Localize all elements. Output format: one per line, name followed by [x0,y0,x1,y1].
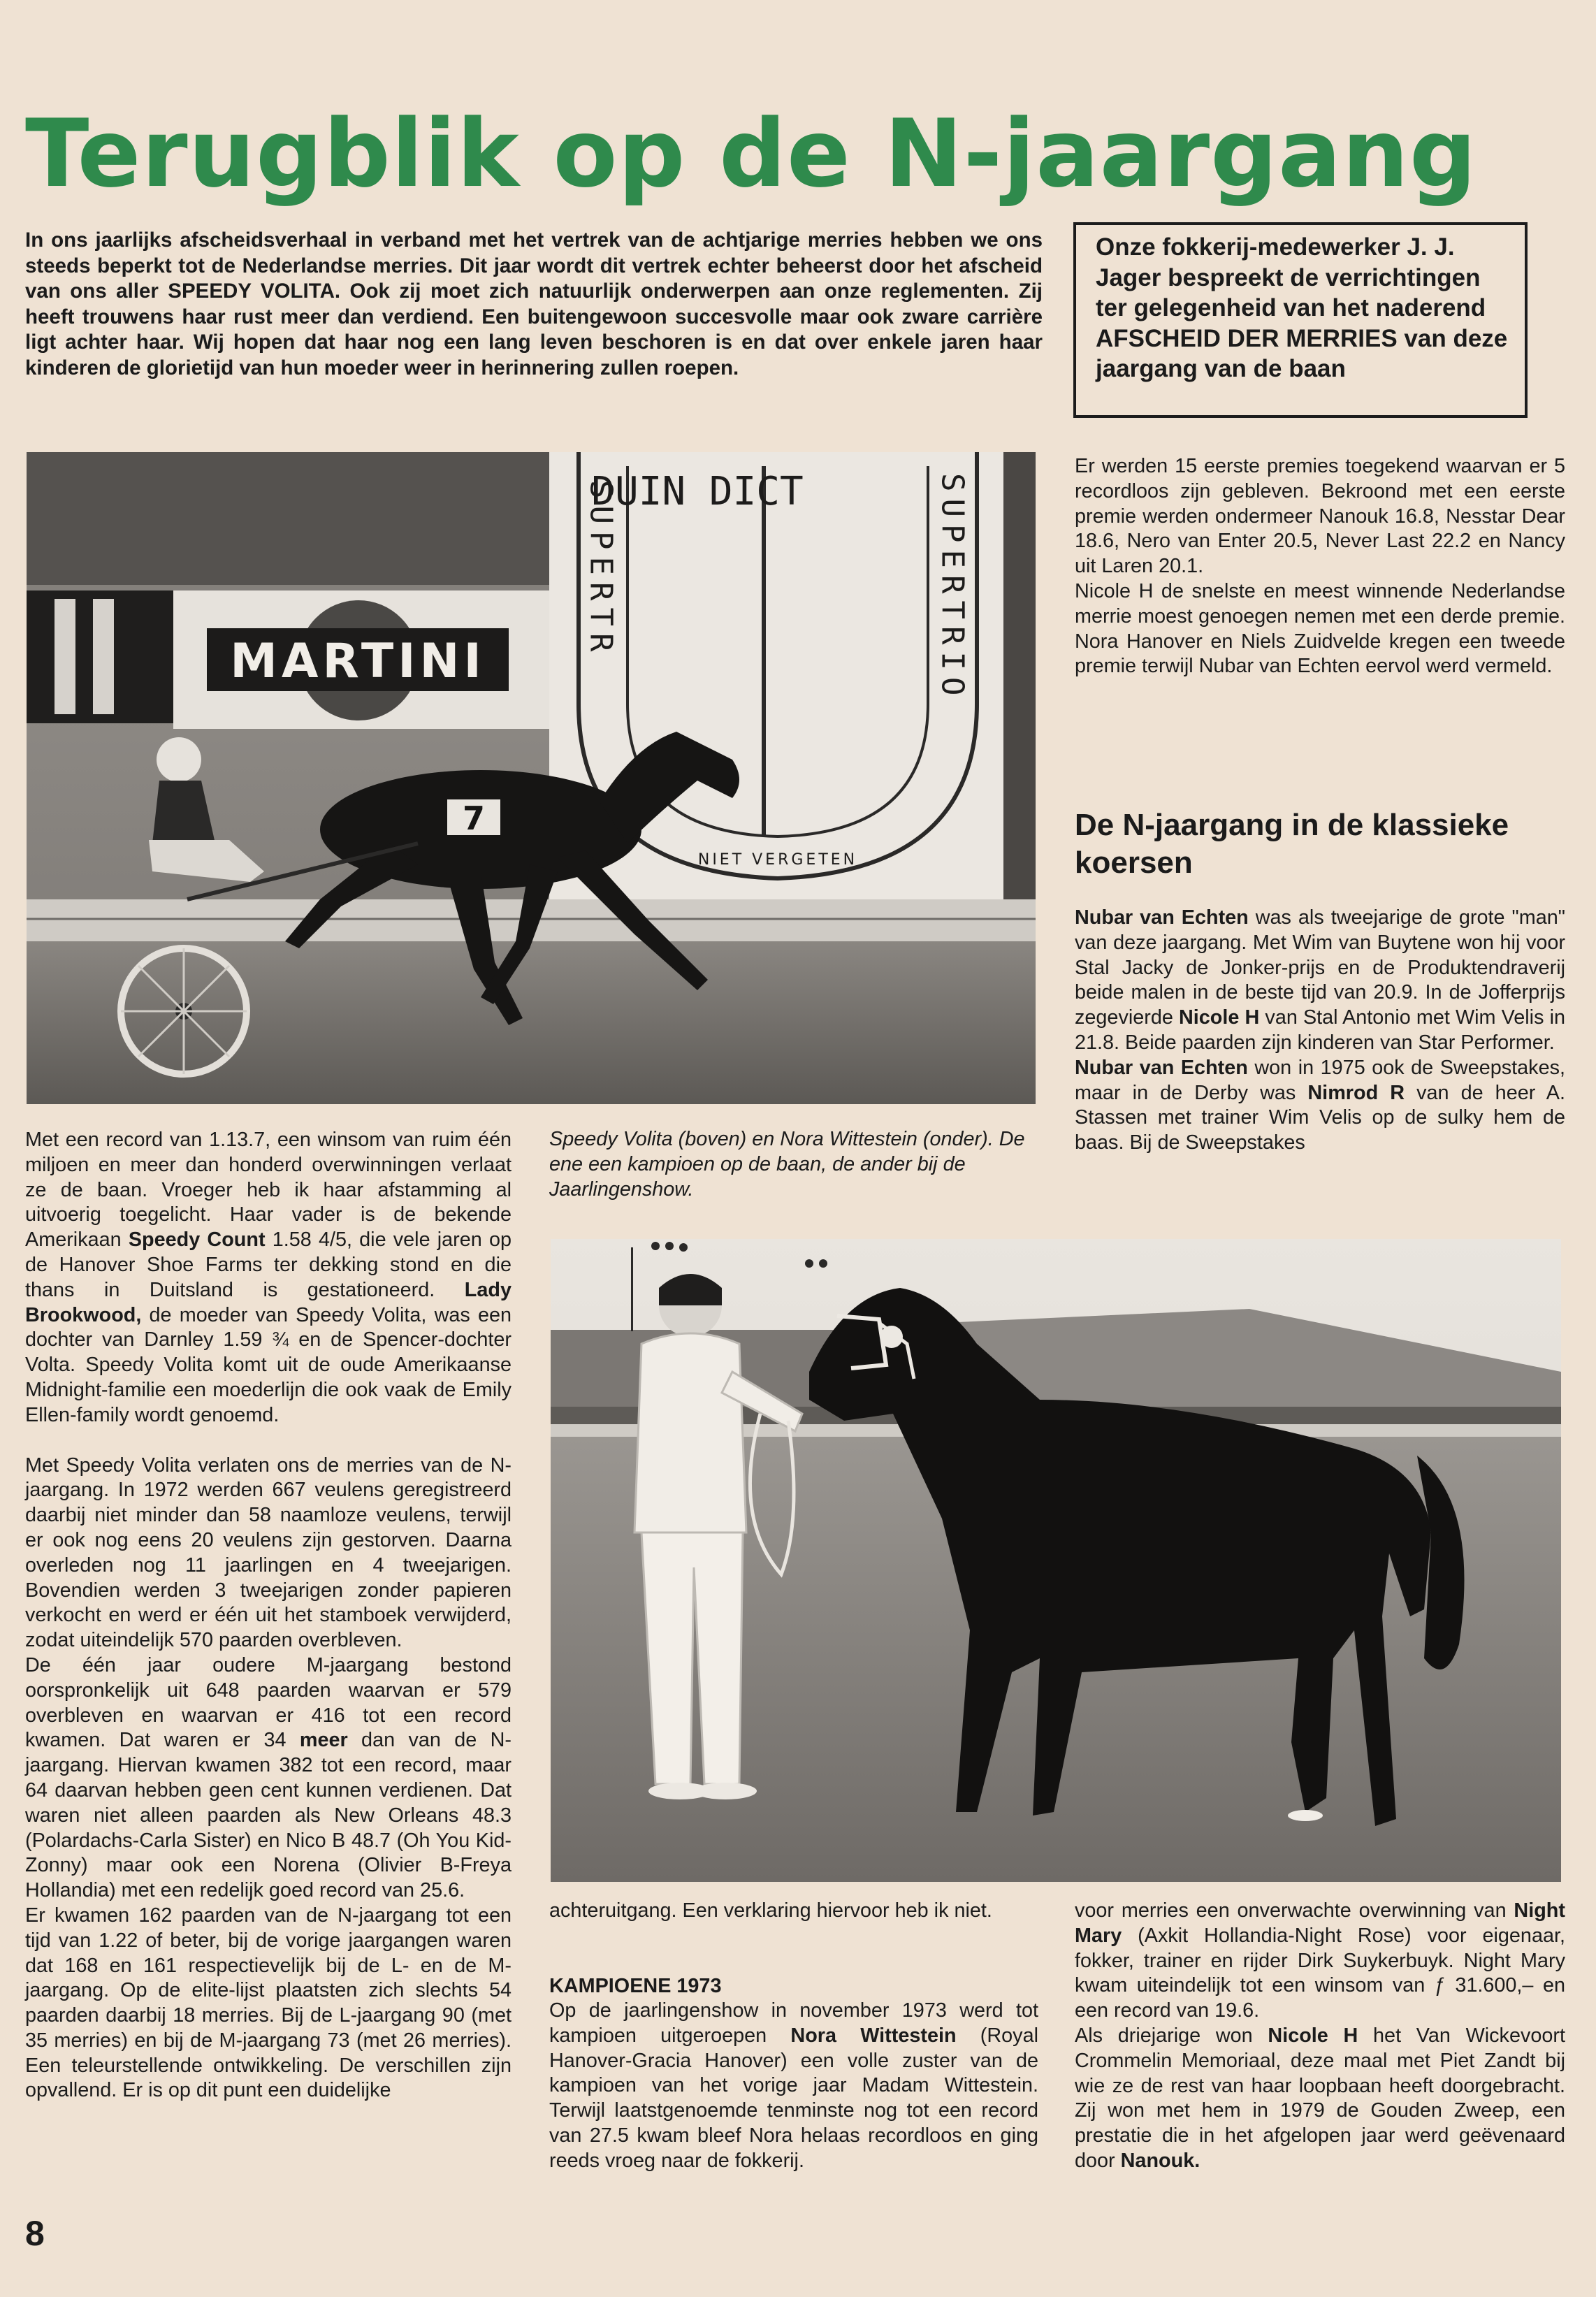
left-paragraph-4: Er kwamen 162 paarden van de N-jaargang tot een tijd van 1.22 of beter, bij de vorige jaargangen waren dat 168 en 161 respectievelijk bij de L- en de M-jaargang. Op de elite-lijst plaatsten zich slechts 54 paarden daarbij 18 merries. Bij de L-jaargang 90 (met 35 merries) en bij de M-jaargang 73 (met 26 merries). Een teleurstellende ontwikkeling. De verschillen zijn opvallend. Er is op dit punt een duidelijke [25,1904,512,2102]
middle-paragraph-2: Op de jaarlingenshow in november 1973 werd tot kampioen uitgeroepen Nora Wittestein (Royal Hanover-Gracia Hanover) een volle zuster van de kampioen van het vorige jaar Madam Wittestein. Terwijl laatstgenoemde tenminste nog tot een record van 27.5 kwam bleef Nora helaas recordloos en ging reeds vroeg naar de fokkerij. [549,1999,1038,2172]
highlight-meer: meer [299,1729,348,1752]
page-number: 8 [25,2214,45,2253]
infobox-text: Onze fokkerij-medewerker J. J. Jager bespreekt de verrichtingen ter gelegenheid van het naderend AFSCHEID DER MERRIES van deze jaargang van de baan [1096,233,1508,382]
niet-vergeten-text: NIET VERGETEN [697,851,858,869]
duin-dict-text: DUIN DICT [591,469,804,514]
right-column-upper [1075,454,1565,734]
section-heading-klassieke-koersen: De N-jaargang in de klassieke koersen [1075,808,1509,880]
photo-caption: Speedy Volita (boven) en Nora Wittestein (onder). De ene een kampioen op de baan, de ander bij de Jaarlingenshow. [549,1128,1025,1201]
highlight-speedy-count: Speedy Count [128,1229,266,1252]
article-intro: In ons jaarlijks afscheidsverhaal in verband met het vertrek van de achtjarige merries hebben we ons steeds beperkt tot de Nederlandse merries. Dit jaar wordt dit vertrek echter beheerst door het afscheid van ons aller SPEEDY VOLITA. Ook zij moet zich natuurlijk onderwerpen aan onze reglementen. Zij heeft trouwens haar rust meer dan verdiend. Een buitengewoon succesvolle maar ook zware carrière ligt achter haar. Wij hopen dat haar nog een lang leven beschoren is en dat over enkele jaren haar kinderen de glorietijd van hun moeder weer in herinnering zullen roepen. [25,229,1043,379]
middle-column-lower [549,1999,1038,2201]
jaarlingenshow-photo [551,1239,1561,1882]
left-column [25,1128,512,2197]
left-paragraph-1: Met een record van 1.13.7, een winsom van ruim één miljoen en meer dan honderd overwinningen verlaat ze de baan. Vroeger heb ik haar afstamming al uitvoerig toegelicht. Haar vader is de bekende Amerikaan Speedy Count 1.58 4/5, die vele jaren op de Hanover Shoe Farms ter dekking stond en die thans in Duitsland is gestationeerd. Lady Brookwood, de moeder van Speedy Volita, was een dochter van Darnley 1.59 ¾ en de Spencer-dochter Volta. Speedy Volita komt uit de oude Amerikaanse Midnight-familie een moederlijn die ook vaak de Emily Ellen-family wordt genoemd. [25,1129,512,1426]
right-paragraph-3: Nubar van Echten was als tweejarige de grote "man" van deze jaargang. Met Wim van Buytene won hij voor Stal Jacky de Jonker-prijs en de Produktendraverij beide malen in de beste tijd van 20.9. In de Jofferprijs zegevierde Nicole H van Stal Antonio met Wim Velis in 21.8. Beide paarden zijn kinderen van Star Performer. [1075,906,1565,1054]
supertr-left-text: SUPERTR [583,480,619,659]
martini-text: MARTINI [230,634,486,689]
highlight-nubar-van-echten-2: Nubar van Echten [1075,1056,1248,1079]
middle-paragraph-1: achteruitgang. Een verklaring hiervoor heb ik niet. [549,1899,992,1922]
author-infobox [1073,222,1528,418]
highlight-nicole-h-2: Nicole H [1268,2024,1358,2047]
left-paragraph-3: De één jaar oudere M-jaargang bestond oorspronkelijk uit 648 paarden waarvan er 579 overbleven en waarvan er 416 tot een record kwamen. Dat waren er 34 meer dan van de N-jaargang. Hiervan kwamen 382 tot een record, maar 64 daarvan hebben geen cent kunnen verdienen. Dat waren niet alleen paarden als New Orleans 48.3 (Polardachs-Carla Sister) en Nico B 48.7 (Oh You Kid-Zonny) maar ook een Norena (Olivier B-Freya Hollandia) met een redelijk goed record van 25.6. [25,1653,512,1902]
highlight-nanouk: Nanouk. [1120,2149,1200,2172]
right-column-lower [1075,1899,1565,2199]
right-paragraph-1: Er werden 15 eerste premies toegekend waarvan er 5 recordloos zijn gebleven. Bekroond met een eerste premie werden ondermeer Nanouk 16.8, Nesstar Dear 18.6, Nero van Enter 20.5, Never Last 22.2 en Nancy uit Laren 20.1. [1075,455,1565,578]
highlight-lady-brookwood: Lady Brookwood, [25,1278,512,1326]
article-title: Terugblik op de N-jaargang [25,99,1477,208]
race-number: 7 [462,799,486,837]
highlight-nicole-h: Nicole H [1178,1006,1260,1029]
right-paragraph-4: Nubar van Echten won in 1975 ook de Sweepstakes, maar in de Derby was Nimrod R van de heer A. Stassen met trainer Wim Velis op de sulky hem de baas. Bij de Sweepstakes [1075,1056,1566,1154]
section-heading-kampioene: KAMPIOENE 1973 [549,1975,722,1997]
highlight-night-mary: Night Mary [1075,1899,1565,1947]
left-paragraph-2: Met Speedy Volita verlaten ons de merries van de N-jaargang. In 1972 werden 667 veulens geregistreerd daarbij niet minder dan 58 naamloze veulens, terwijl er ook nog eens 20 veulens zijn gestorven. Daarna overleden nog 11 jaarlingen en 4 tweejarigen. Bovendien werden 3 tweejarigen zonder papieren verkocht en werd er één uit het stamboek verwijderd, zodat uiteindelijk 570 paarden overbleven. [25,1454,512,1652]
right-paragraph-2: Nicole H de snelste en meest winnende Nederlandse merrie moest genoegen nemen met een derde premie. Nora Hanover en Niels Zuidvelde kregen een tweede premie terwijl Nubar van Echten eervol werd vermeld. [1075,579,1565,678]
supertrio-right-text: SUPERTRIO [934,473,971,703]
highlight-nora-wittestein: Nora Wittestein [790,2024,957,2047]
race-photo [27,452,1036,1104]
highlight-nubar-van-echten: Nubar van Echten [1075,906,1249,929]
right-paragraph-5: voor merries een onverwachte overwinning van Night Mary (Axkit Hollandia-Night Rose) voor eigenaar, fokker, trainer en rijder Dirk Suykerbuyk. Night Mary kwam uiteindelijk tot een winsom van ƒ 31.600,– en een record van 19.6. [1075,1899,1565,2022]
highlight-nimrod-r: Nimrod R [1307,1081,1405,1104]
right-paragraph-6: Als driejarige won Nicole H het Van Wickevoort Crommelin Memoriaal, deze maal met Piet Zandt bij wie ze de rest van haar loopbaan heeft doorgebracht. Zij won met hem in 1979 de Gouden Zweep, een prestatie die in het afgelopen jaar werd geëvenaard door Nanouk. [1075,2024,1565,2172]
right-column-middle [1075,906,1565,1213]
